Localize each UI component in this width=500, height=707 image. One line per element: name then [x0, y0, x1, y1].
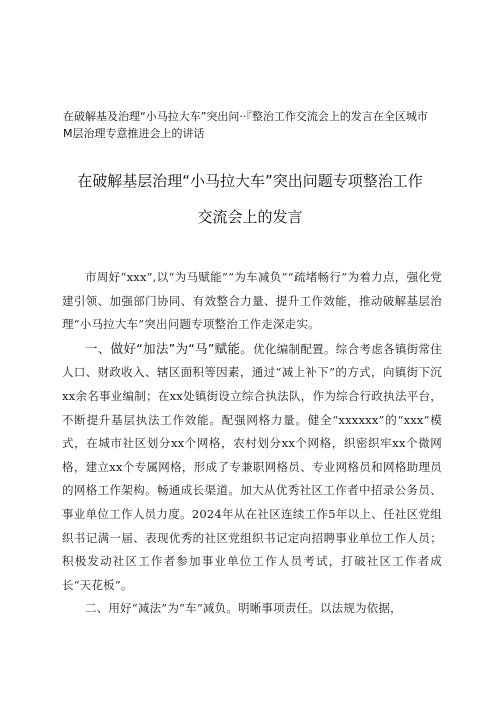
section2-paragraph: [62, 597, 442, 621]
document-body: [62, 266, 442, 621]
header-breadcrumb: 在破解基及治理“小马拉大车”突出问··『整治工作交流会上的发言在全区城市M层治理专意推进会上的讲话: [63, 110, 428, 140]
intro-paragraph: 市周好“xxx”,以“为马赋能”“为车减负”“疏堵畅行”为着力点，强化党建引领、加强部门协同、有效整合力量、提升工作效能，推动破解基层治理“小马拉大车”突出问题专项整治工作走深走实。: [62, 270, 442, 332]
section2-text: 明晰事项责任。以法规为依据，: [238, 601, 402, 616]
section1-paragraph: [62, 337, 442, 598]
section1-text: 优化编制配置。综合考虑各镇街常住人口、财政收入、辖区面积等因素，通过“减上补下”的方式，向镇街下沉xx余名事业编制；在xx处镇街设立综合执法队，作为综合行政执法平台，不断提升基层执法工作效能。配强网格力量。健全“xxxxxx”的“xxx”模式，在城市社区划分xx个网格，农村划分xx个网格，织密织牢xx个微网格，建立xx个专属网格，形成了专兼职网格员、专业网格员和网格助理员的网格工作架构。畅通成长渠道。加大从优秀社区工作者中招录公务员、事业单位工作人员力度。2024年从在社区连续工作5年以上、任社区党组织书记满一届、表现优秀的社区党组织书记定向招聘事业单位工作人员；积极发动社区工作者参加事业单位工作人员考试，打破社区工作者成长“天花板”。: [62, 341, 443, 592]
section1-heading: 一、做好“加法”为“马”赋能。: [85, 340, 254, 356]
document-title-line1: 在破解基层治理“小马拉大车”突出问题专项整治工作: [77, 172, 423, 190]
section2-heading: 二、用好“减法”为“车”减负。: [85, 601, 239, 616]
document-title-line2: 交流会上的发言: [197, 208, 303, 226]
